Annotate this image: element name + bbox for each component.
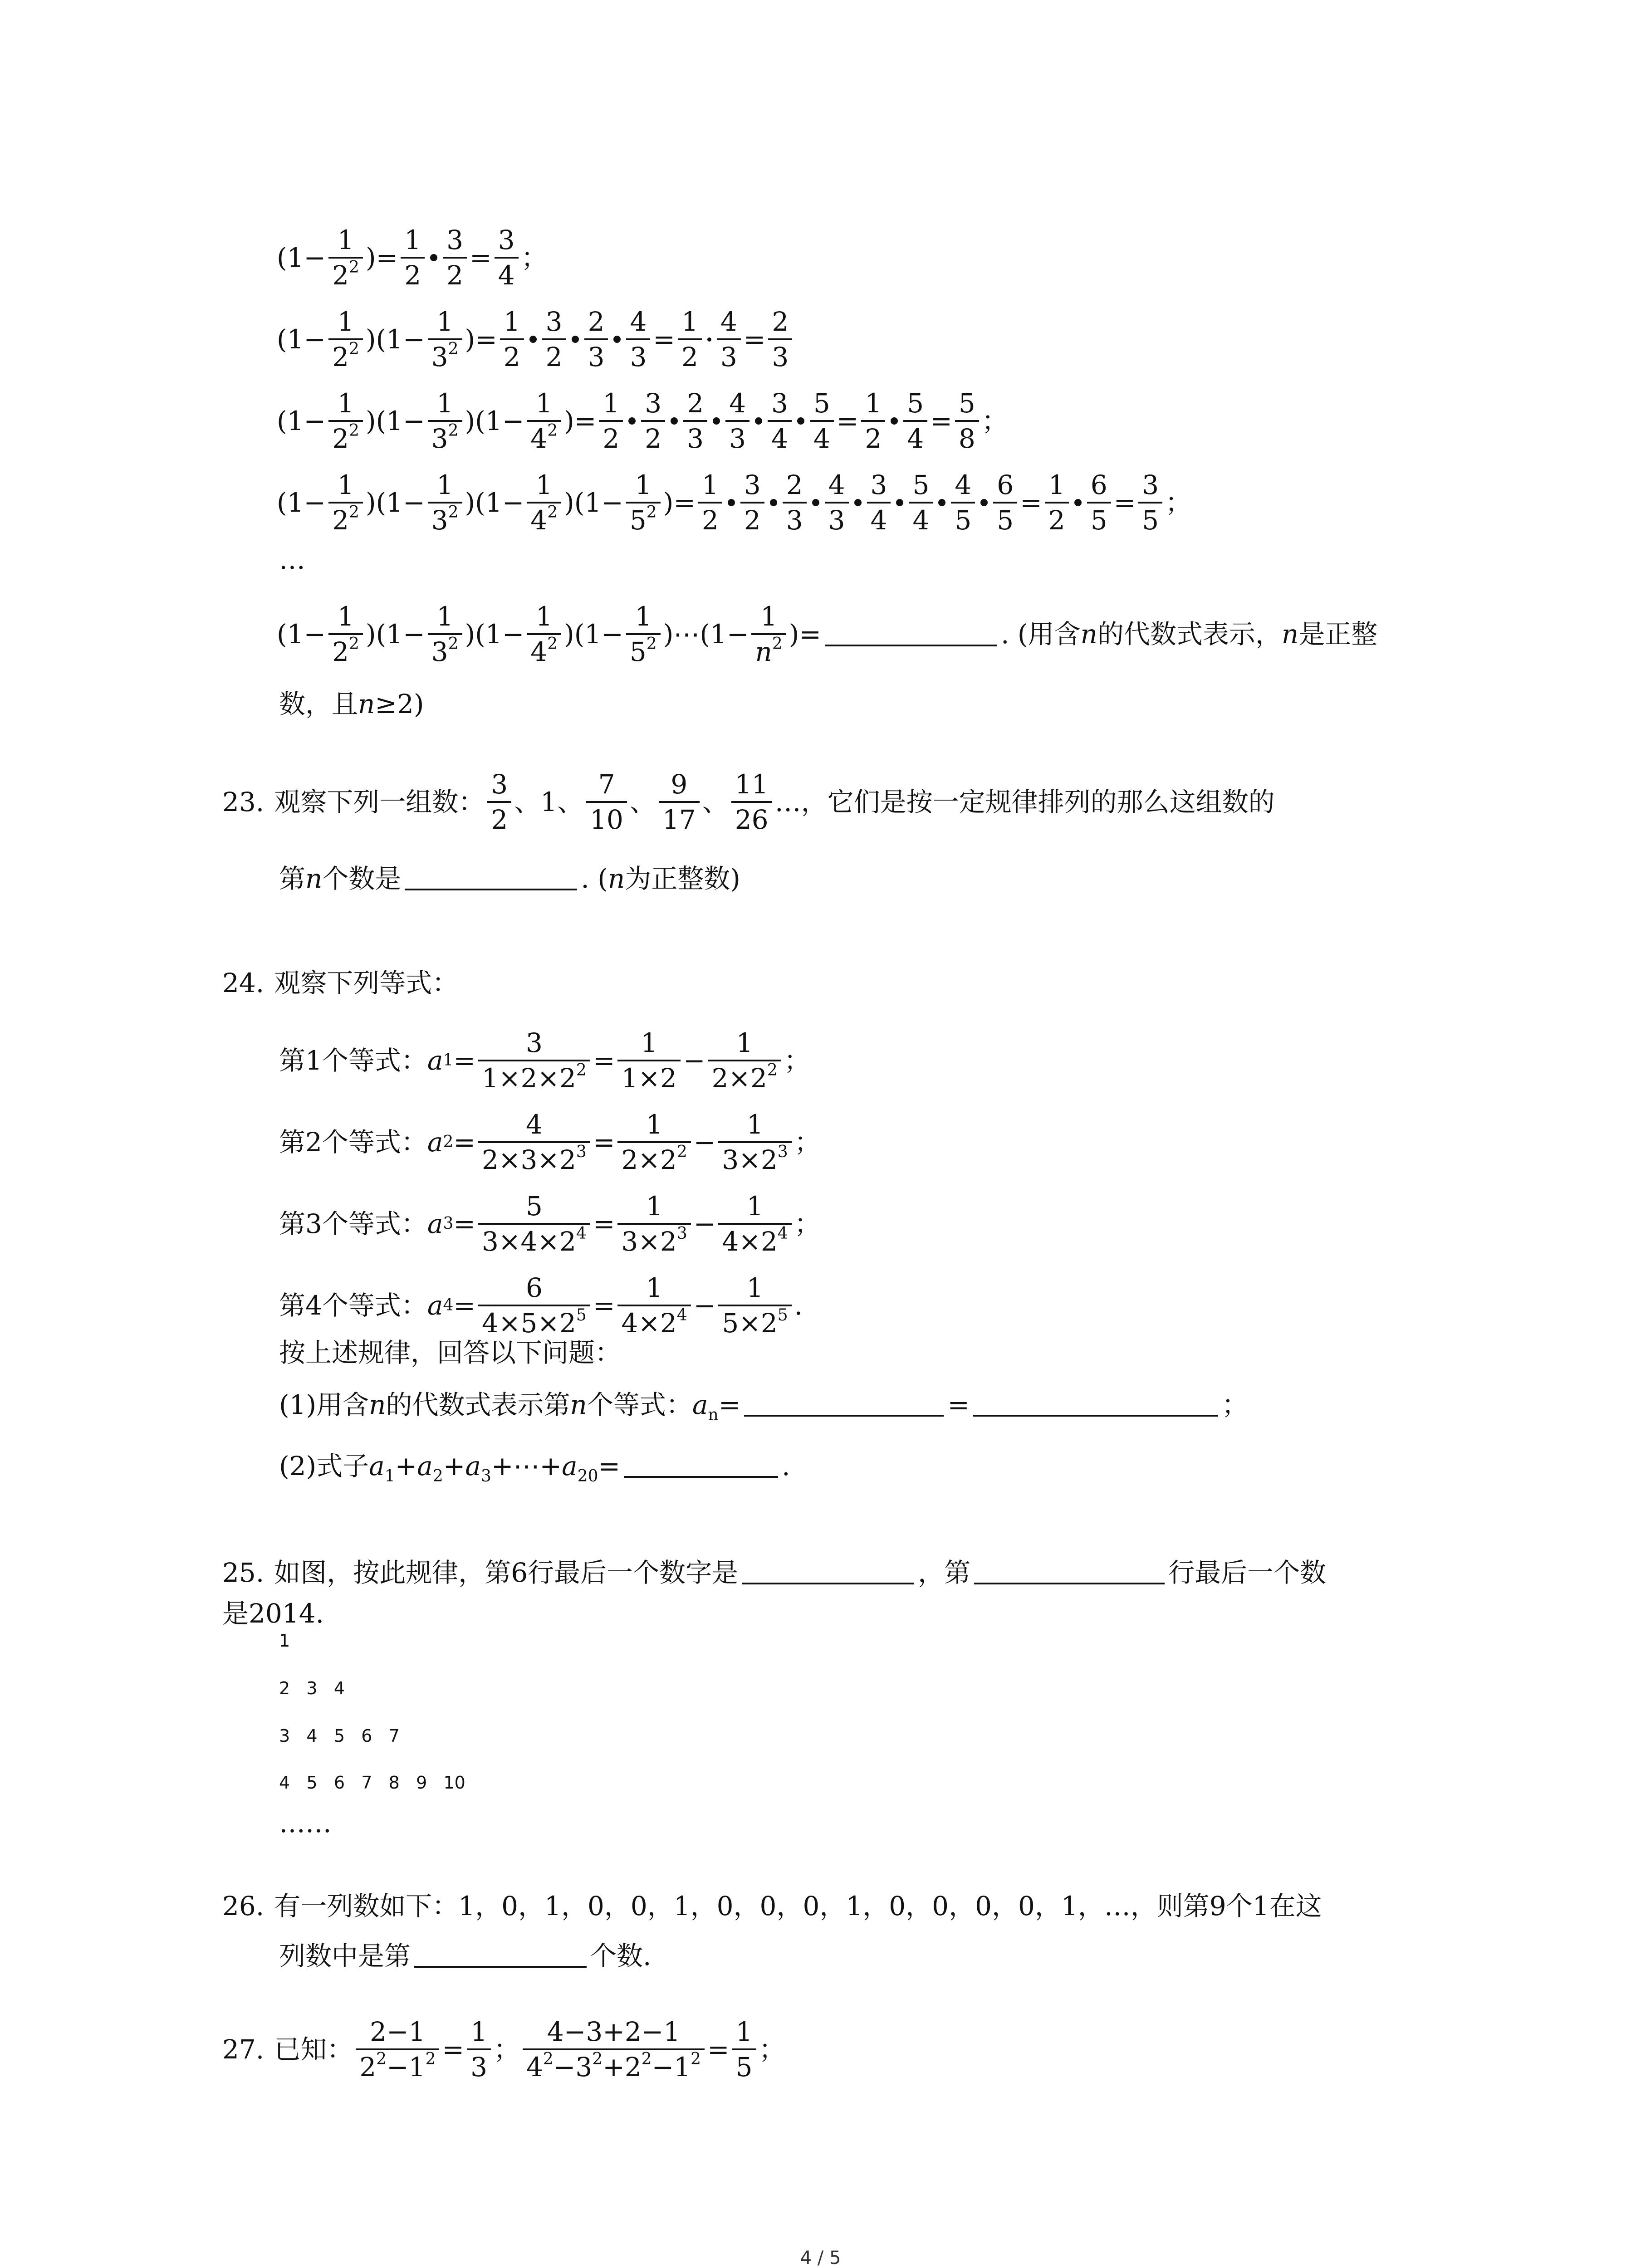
- fraction: $\frac{4}{3}$: [725, 390, 749, 452]
- fraction: $\frac{2}{3}$: [584, 308, 608, 370]
- page-number: 4 / 5: [800, 2248, 841, 2268]
- separator: 、: [514, 787, 541, 817]
- answer-blank[interactable]: [744, 1392, 944, 1417]
- fraction: $\frac{4}{2\times 3\times 2^3}$: [478, 1111, 590, 1173]
- fraction: $\frac{1}{3^2}$: [428, 472, 462, 533]
- fraction: $\frac{1}{2^2}$: [328, 390, 363, 452]
- q23-text-2: …，它们是按一定规律排列的那么这组数的: [774, 787, 1275, 817]
- q27-text: 已知：: [274, 2034, 353, 2065]
- q22-line-final-2: 数，且n≥2): [279, 689, 424, 719]
- q22-tail-line2: 数，且: [279, 689, 358, 719]
- answer-blank[interactable]: [414, 1943, 587, 1968]
- q26-text-3: 个数.: [590, 1941, 652, 1971]
- fraction: $\frac{1}{4^2}$: [527, 603, 561, 665]
- separator: 、: [702, 787, 729, 817]
- bullet-dot: [896, 499, 903, 506]
- bullet-dot: [713, 417, 720, 425]
- fraction: $\frac{1}{2}$: [401, 227, 425, 288]
- q24-title-text: 观察下列等式：: [274, 968, 459, 998]
- q25-figure-row-3: 3 4 5 6 7: [279, 1726, 400, 1746]
- question-number: 26.: [222, 1891, 265, 1921]
- fraction: $\frac{1}{5^2}$: [626, 472, 661, 533]
- separator: ；: [494, 2034, 520, 2065]
- fraction: $\frac{1}{2^2}$: [328, 227, 363, 288]
- bullet-dot: [755, 417, 762, 425]
- answer-blank[interactable]: [742, 1560, 914, 1584]
- bullet-dot: [529, 336, 537, 343]
- q24-p2-text: (2)式子: [279, 1451, 369, 1481]
- fraction: $\frac{3}{4}$: [768, 390, 792, 452]
- fraction: $\frac{5}{3\times 4\times 2^4}$: [478, 1193, 590, 1255]
- question-number: 27.: [222, 2034, 265, 2065]
- fraction: $\frac{3}{2}$: [641, 390, 665, 452]
- fraction: $\frac{1}{2}$: [599, 390, 623, 452]
- fraction: $\frac{1}{2}$: [698, 472, 722, 533]
- q25-text: 如图，按此规律，第6行最后一个数字是: [274, 1557, 739, 1588]
- fraction: $\frac{1}{n^2}$: [751, 603, 786, 665]
- fraction: $\frac{1}{2}$: [1045, 472, 1069, 533]
- fraction: $\frac{2}{3}$: [768, 308, 792, 370]
- separator: ；: [759, 2034, 785, 2065]
- fraction: $\frac{1}{3}$: [467, 2019, 491, 2080]
- fraction: $\frac{1}{2\times 2^2}$: [617, 1111, 691, 1173]
- q24-eq-3: 第3个等式： a 3 = $\frac{5}{3\times 4\times 2^4}$ = $\frac{1}{3\times 2^3}$ − $\frac{1}{4\times 2^4}$ ；: [279, 1191, 821, 1257]
- answer-blank[interactable]: [624, 1453, 778, 1478]
- q24-part-1: (1)用含n的代数式表示第n个等式：$a_n=$ = ；: [279, 1389, 1248, 1424]
- fraction: $\frac{5}{4}$: [903, 390, 927, 452]
- fraction: $\frac{4}{3}$: [825, 472, 849, 533]
- fraction: $\frac{1}{3^2}$: [428, 390, 462, 452]
- fraction: $\frac{6}{5}$: [993, 472, 1017, 533]
- fraction: $\frac{1}{4\times 2^4}$: [617, 1275, 691, 1336]
- fraction: $\frac{6}{5}$: [1087, 472, 1111, 533]
- fraction: $\frac{1}{2}$: [861, 390, 885, 452]
- fraction: $\frac{2-1}{2^2-1^2}$: [356, 2019, 439, 2080]
- fraction: $\frac{3}{2}$: [443, 227, 467, 288]
- q23-text-6: 为正整数): [625, 863, 740, 894]
- q26-text: 有一列数如下：1，0，1，0，0，1，0，0，0，1，0，0，0，0，1，…，则第9个1在这: [274, 1891, 1322, 1921]
- question-number: 23.: [222, 787, 265, 817]
- q23-text-4: 个数是: [322, 863, 402, 894]
- q22-tail-line2-end: ≥2): [375, 689, 424, 719]
- q25-figure-ellipsis: ……: [279, 1808, 332, 1838]
- q23-text: 观察下列一组数：: [274, 787, 485, 817]
- fraction: $\frac{1}{2^2}$: [328, 308, 363, 370]
- answer-blank[interactable]: [405, 866, 577, 890]
- fraction: $\frac{3}{5}$: [1138, 472, 1162, 533]
- bullet-dot: [430, 254, 437, 261]
- q24-title: [222, 962, 458, 1000]
- q24-rule: 按上述规律，回答以下问题：: [279, 1337, 622, 1368]
- fraction: $\frac{1}{2}$: [500, 308, 524, 370]
- fraction: $\frac{6}{4\times 5\times 2^5}$: [478, 1275, 590, 1336]
- fraction: $\frac{5}{8}$: [955, 390, 979, 452]
- q23-line-2: 第n个数是 . (n为正整数): [279, 863, 740, 894]
- fraction: $\frac{2}{3}$: [783, 472, 807, 533]
- bullet-dot: [938, 499, 945, 506]
- fraction: $\frac{1}{3^2}$: [428, 308, 462, 370]
- bullet-dot: [628, 417, 636, 425]
- q22-line-4: (1− $\frac{1}{2^2}$ )(1− $\frac{1}{3^2}$ )(1− $\frac{1}{4^2}$ )(1− $\frac{1}{5^2}$ )= $\frac{1}{2}$ $\frac{3}{2}$ $\frac{2}{3}$ $\frac{4}{3}$ $\frac{3}{4}$ $\frac{5}{4}$ $\frac{4}{5}$ $\frac{6}{5}$ = $\frac{1}{2}$ $\frac{6}{5}$ = $\frac{3}{5}$ ；: [277, 469, 1192, 536]
- q26-line-1: [222, 1885, 1322, 1923]
- q22-ellipsis: …: [279, 544, 305, 575]
- fraction: $\frac{2}{3}$: [683, 390, 707, 452]
- bullet-dot: [812, 499, 819, 506]
- equation-label: 第2个等式：: [279, 1127, 427, 1158]
- q22-line-2: (1− $\frac{1}{2^2}$ )(1− $\frac{1}{3^2}$ )= $\frac{1}{2}$ $\frac{3}{2}$ $\frac{2}{3}$ $\frac{4}{3}$ = $\frac{1}{2}$ $\frac{4}{3}$ = $\frac{2}{3}$: [277, 308, 795, 370]
- fraction: $\frac{1}{4^2}$: [527, 472, 561, 533]
- bullet-dot: [572, 336, 579, 343]
- q27-line-1: 27. 已知： $\frac{2-1}{2^2-1^2}$ = $\frac{1}{3}$ ； $\frac{4-3+2-1}{4^2-3^2+2^2-1^2}$ = $\frac{1}{5}$ ；: [222, 2016, 785, 2082]
- bullet-dot: [613, 336, 621, 343]
- fraction: $\frac{1}{3\times 2^3}$: [718, 1111, 791, 1173]
- equation-label: 第4个等式：: [279, 1290, 427, 1321]
- fraction: $\frac{1}{5\times 2^5}$: [718, 1275, 791, 1336]
- q26-line-2: [279, 1935, 651, 1973]
- equation-label: 第3个等式：: [279, 1208, 427, 1239]
- fraction: $\frac{4}{5}$: [951, 472, 975, 533]
- equation-label: 第1个等式：: [279, 1045, 427, 1076]
- q24-eq-1: 第1个等式： a 1 = $\frac{3}{1\times 2\times 2^2}$ = $\frac{1}{1\times 2}$ − $\frac{1}{2\times 2^2}$ ；: [279, 1027, 810, 1094]
- q22-line-1: (1− $\frac{1}{2^2}$ )= $\frac{1}{2}$ $\frac{3}{2}$ = $\frac{3}{4}$ ；: [277, 225, 548, 291]
- fraction: $\frac{1}{2\times 2^2}$: [708, 1030, 781, 1091]
- bullet-dot: [728, 499, 735, 506]
- q25-line-1: [222, 1551, 1326, 1589]
- fraction: $\frac{9}{17}$: [659, 771, 700, 833]
- q23-line-1: [222, 771, 1275, 833]
- bullet-dot: [891, 417, 898, 425]
- fraction: $\frac{4}{3}$: [717, 308, 741, 370]
- q23-text-3: 第: [279, 863, 306, 894]
- fraction: $\frac{1}{2^2}$: [328, 472, 363, 533]
- q24-eq-4: 第4个等式： a 4 = $\frac{6}{4\times 5\times 2^5}$ = $\frac{1}{4\times 2^4}$ − $\frac{1}{5\times 2^5}$ .: [279, 1272, 803, 1339]
- fraction: $\frac{1}{5}$: [732, 2019, 756, 2080]
- bullet-dot: [671, 417, 678, 425]
- answer-blank[interactable]: [973, 1392, 1218, 1417]
- fraction: $\frac{7}{10}$: [586, 771, 627, 833]
- fraction: $\frac{5}{4}$: [810, 390, 834, 452]
- fraction: $\frac{11}{26}$: [731, 771, 772, 833]
- answer-blank[interactable]: [974, 1560, 1165, 1584]
- q22-line-3: (1− $\frac{1}{2^2}$ )(1− $\frac{1}{3^2}$ )(1− $\frac{1}{4^2}$ )= $\frac{1}{2}$ $\frac{3}{2}$ $\frac{2}{3}$ $\frac{4}{3}$ $\frac{3}{4}$ $\frac{5}{4}$ = $\frac{1}{2}$ $\frac{5}{4}$ = $\frac{5}{8}$ ；: [277, 388, 1008, 454]
- fraction: $\frac{1}{3^2}$: [428, 603, 462, 665]
- q22-line-final: (1− $\frac{1}{2^2}$ )(1− $\frac{1}{3^2}$ )(1− $\frac{1}{4^2}$ )(1− $\frac{1}{5^2}$ )⋯(1− $\frac{1}{n^2}$ )= . (用含 n 的代数式表示， n 是正整: [277, 601, 1378, 667]
- fraction: $\frac{4}{3}$: [626, 308, 650, 370]
- q22-tail-text2: 的代数式表示，: [1097, 619, 1282, 650]
- q26-text-2: 列数中是第: [279, 1941, 411, 1971]
- q25-figure-row-2: 2 3 4: [279, 1678, 345, 1698]
- question-number: 24.: [222, 968, 265, 998]
- separator: 、: [557, 787, 584, 817]
- fraction: $\frac{1}{4\times 2^4}$: [718, 1193, 791, 1255]
- fraction: $\frac{3}{4}$: [495, 227, 519, 288]
- fraction: $\frac{1}{4^2}$: [527, 390, 561, 452]
- fraction: $\frac{3}{2}$: [740, 472, 764, 533]
- sequence-term: 1: [540, 787, 558, 817]
- answer-blank[interactable]: [825, 622, 997, 646]
- fraction: $\frac{3}{2}$: [487, 771, 511, 833]
- q25-line-2: 是2014.: [222, 1598, 324, 1629]
- q22-tail-text: . (用含: [1000, 619, 1081, 650]
- separator: 、: [629, 787, 656, 817]
- fraction: $\frac{1}{1\times 2}$: [617, 1030, 680, 1091]
- fraction: $\frac{4-3+2-1}{4^2-3^2+2^2-1^2}$: [523, 2019, 705, 2080]
- bullet-dot: [854, 499, 862, 506]
- bullet-dot: [797, 417, 804, 425]
- q24-part-2: (2)式子$a_1+a_2+a_3+\cdots+a_{20}=$ .: [279, 1451, 790, 1486]
- fraction: $\frac{1}{2}$: [678, 308, 702, 370]
- fraction: $\frac{1}{2^2}$: [328, 603, 363, 665]
- q25-figure-row-4: 4 5 6 7 8 9 10: [279, 1773, 465, 1793]
- q24-eq-2: 第2个等式： a 2 = $\frac{4}{2\times 3\times 2^3}$ = $\frac{1}{2\times 2^2}$ − $\frac{1}{3\times 2^3}$ ；: [279, 1109, 821, 1175]
- q25-figure-row-1: 1: [279, 1631, 290, 1651]
- fraction: $\frac{3}{4}$: [867, 472, 891, 533]
- q25-text-3: 行最后一个数: [1168, 1557, 1327, 1588]
- q25-text-2: ，第: [918, 1557, 971, 1588]
- fraction: $\frac{3}{2}$: [542, 308, 566, 370]
- q23-text-5: . (: [581, 863, 608, 894]
- fraction: $\frac{3}{1\times 2\times 2^2}$: [478, 1030, 590, 1091]
- q24-p1-text-2: 的代数式表示第: [386, 1389, 570, 1420]
- q24-p1-text: (1)用含: [279, 1389, 369, 1420]
- bullet-dot: [980, 499, 988, 506]
- bullet-dot: [770, 499, 777, 506]
- center-dot: [707, 337, 711, 342]
- q22-tail-text3: 是正整: [1298, 619, 1378, 650]
- bullet-dot: [1074, 499, 1082, 506]
- fraction: $\frac{1}{3\times 2^3}$: [617, 1193, 691, 1255]
- q24-p1-text-3: 个等式：: [587, 1389, 692, 1420]
- fraction: $\frac{1}{5^2}$: [626, 603, 661, 665]
- fraction: $\frac{5}{4}$: [909, 472, 933, 533]
- question-number: 25.: [222, 1557, 265, 1588]
